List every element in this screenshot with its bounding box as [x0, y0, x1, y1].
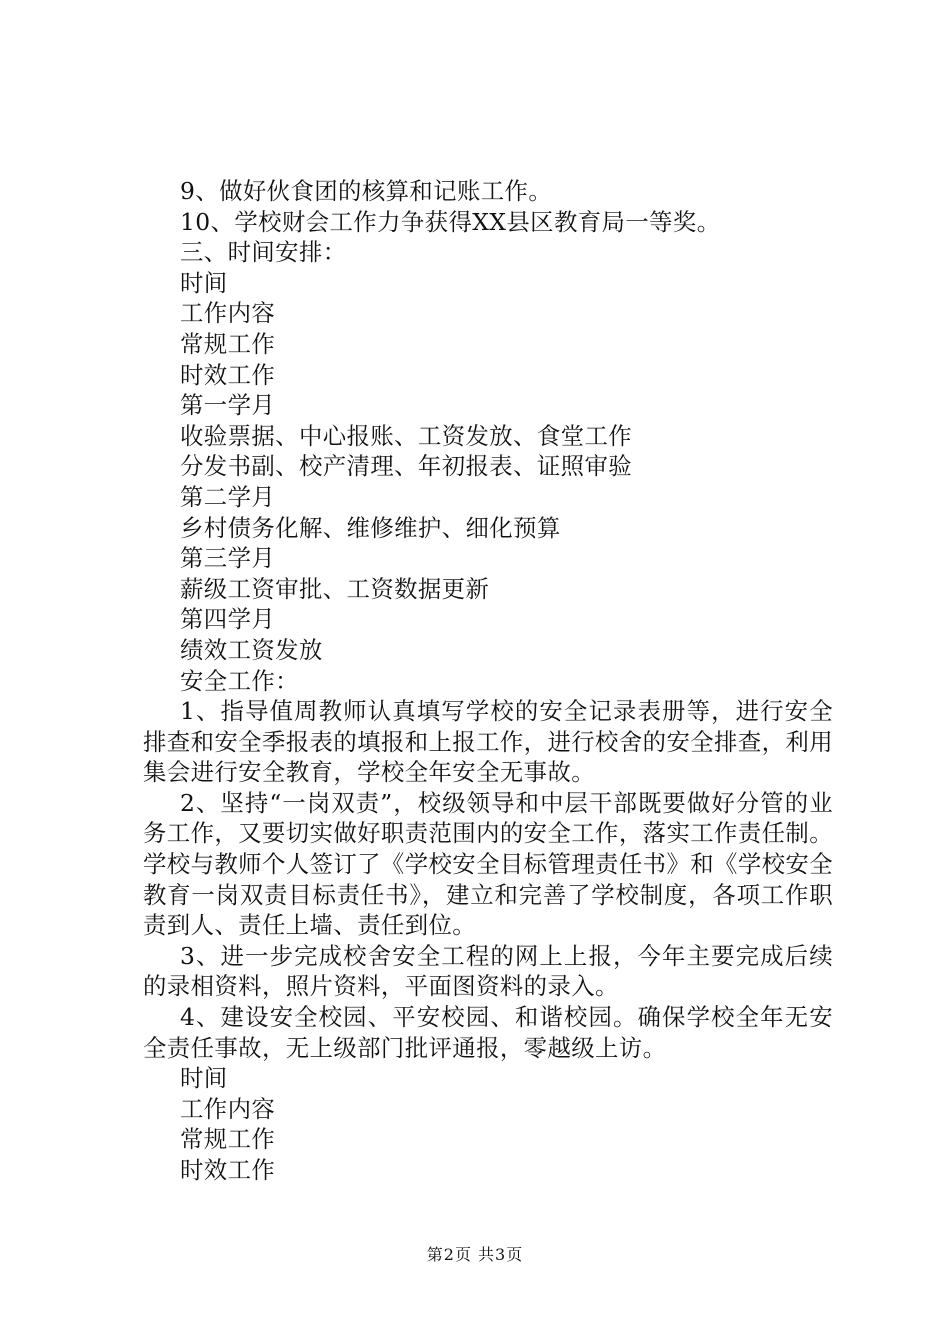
- list-item: 10、学校财会工作力争获得XX县区教育局一等奖。: [180, 207, 721, 236]
- table-cell: 分发书副、校产清理、年初报表、证照审验: [180, 452, 633, 481]
- table-cell: 常规工作: [180, 329, 276, 358]
- list-item: 9、做好伙食团的核算和记账工作。: [180, 177, 553, 205]
- document-body: [143, 176, 833, 1186]
- table-cell: 工作内容: [180, 299, 276, 328]
- table-cell: 第三学月: [180, 544, 276, 573]
- section-heading: 安全工作：: [180, 666, 299, 695]
- table-cell: 工作内容: [180, 1094, 276, 1123]
- page-number-footer: 第2页 共3页: [426, 1245, 524, 1264]
- paragraph: 3、进一步完成校舍安全工程的网上上报，今年主要完成后续的录相资料，照片资料，平面图资料的录入。: [143, 941, 833, 1001]
- table-cell: 时效工作: [180, 1156, 276, 1184]
- table-cell: 时效工作: [180, 360, 276, 389]
- table-cell: 时间: [180, 1064, 228, 1093]
- paragraph: 2、坚持“一岗双责”，校级领导和中层干部既要做好分管的业务工作，又要切实做好职责范围内的安全工作，落实工作责任制。学校与教师个人签订了《学校安全目标管理责任书》和《学校安全教育一岗双责目标责任书》，建立和完善了学校制度，各项工作职责到人、责任上墙、责任到位。: [143, 788, 833, 940]
- table-cell: 乡村债务化解、维修维护、细化预算: [180, 513, 561, 542]
- paragraph: 4、建设安全校园、平安校园、和谐校园。确保学校全年无安全责任事故，无上级部门批评通报，零越级上访。: [143, 1003, 833, 1062]
- table-cell: 薪级工资审批、工资数据更新: [180, 574, 490, 603]
- table-cell: 时间: [180, 268, 228, 297]
- table-cell: 第一学月: [180, 391, 276, 420]
- table-cell: 常规工作: [180, 1125, 276, 1154]
- table-cell: 第二学月: [180, 482, 276, 511]
- paragraph: 1、指导值周教师认真填写学校的安全记录表册等，进行安全排查和安全季报表的填报和上报工作，进行校舍的安全排查，利用集会进行安全教育，学校全年安全无事故。: [143, 697, 833, 787]
- table-cell: 绩效工资发放: [180, 635, 323, 664]
- table-cell: 第四学月: [180, 605, 276, 634]
- table-cell: 收验票据、中心报账、工资发放、食堂工作: [180, 421, 633, 450]
- section-heading: 三、时间安排：: [180, 238, 347, 267]
